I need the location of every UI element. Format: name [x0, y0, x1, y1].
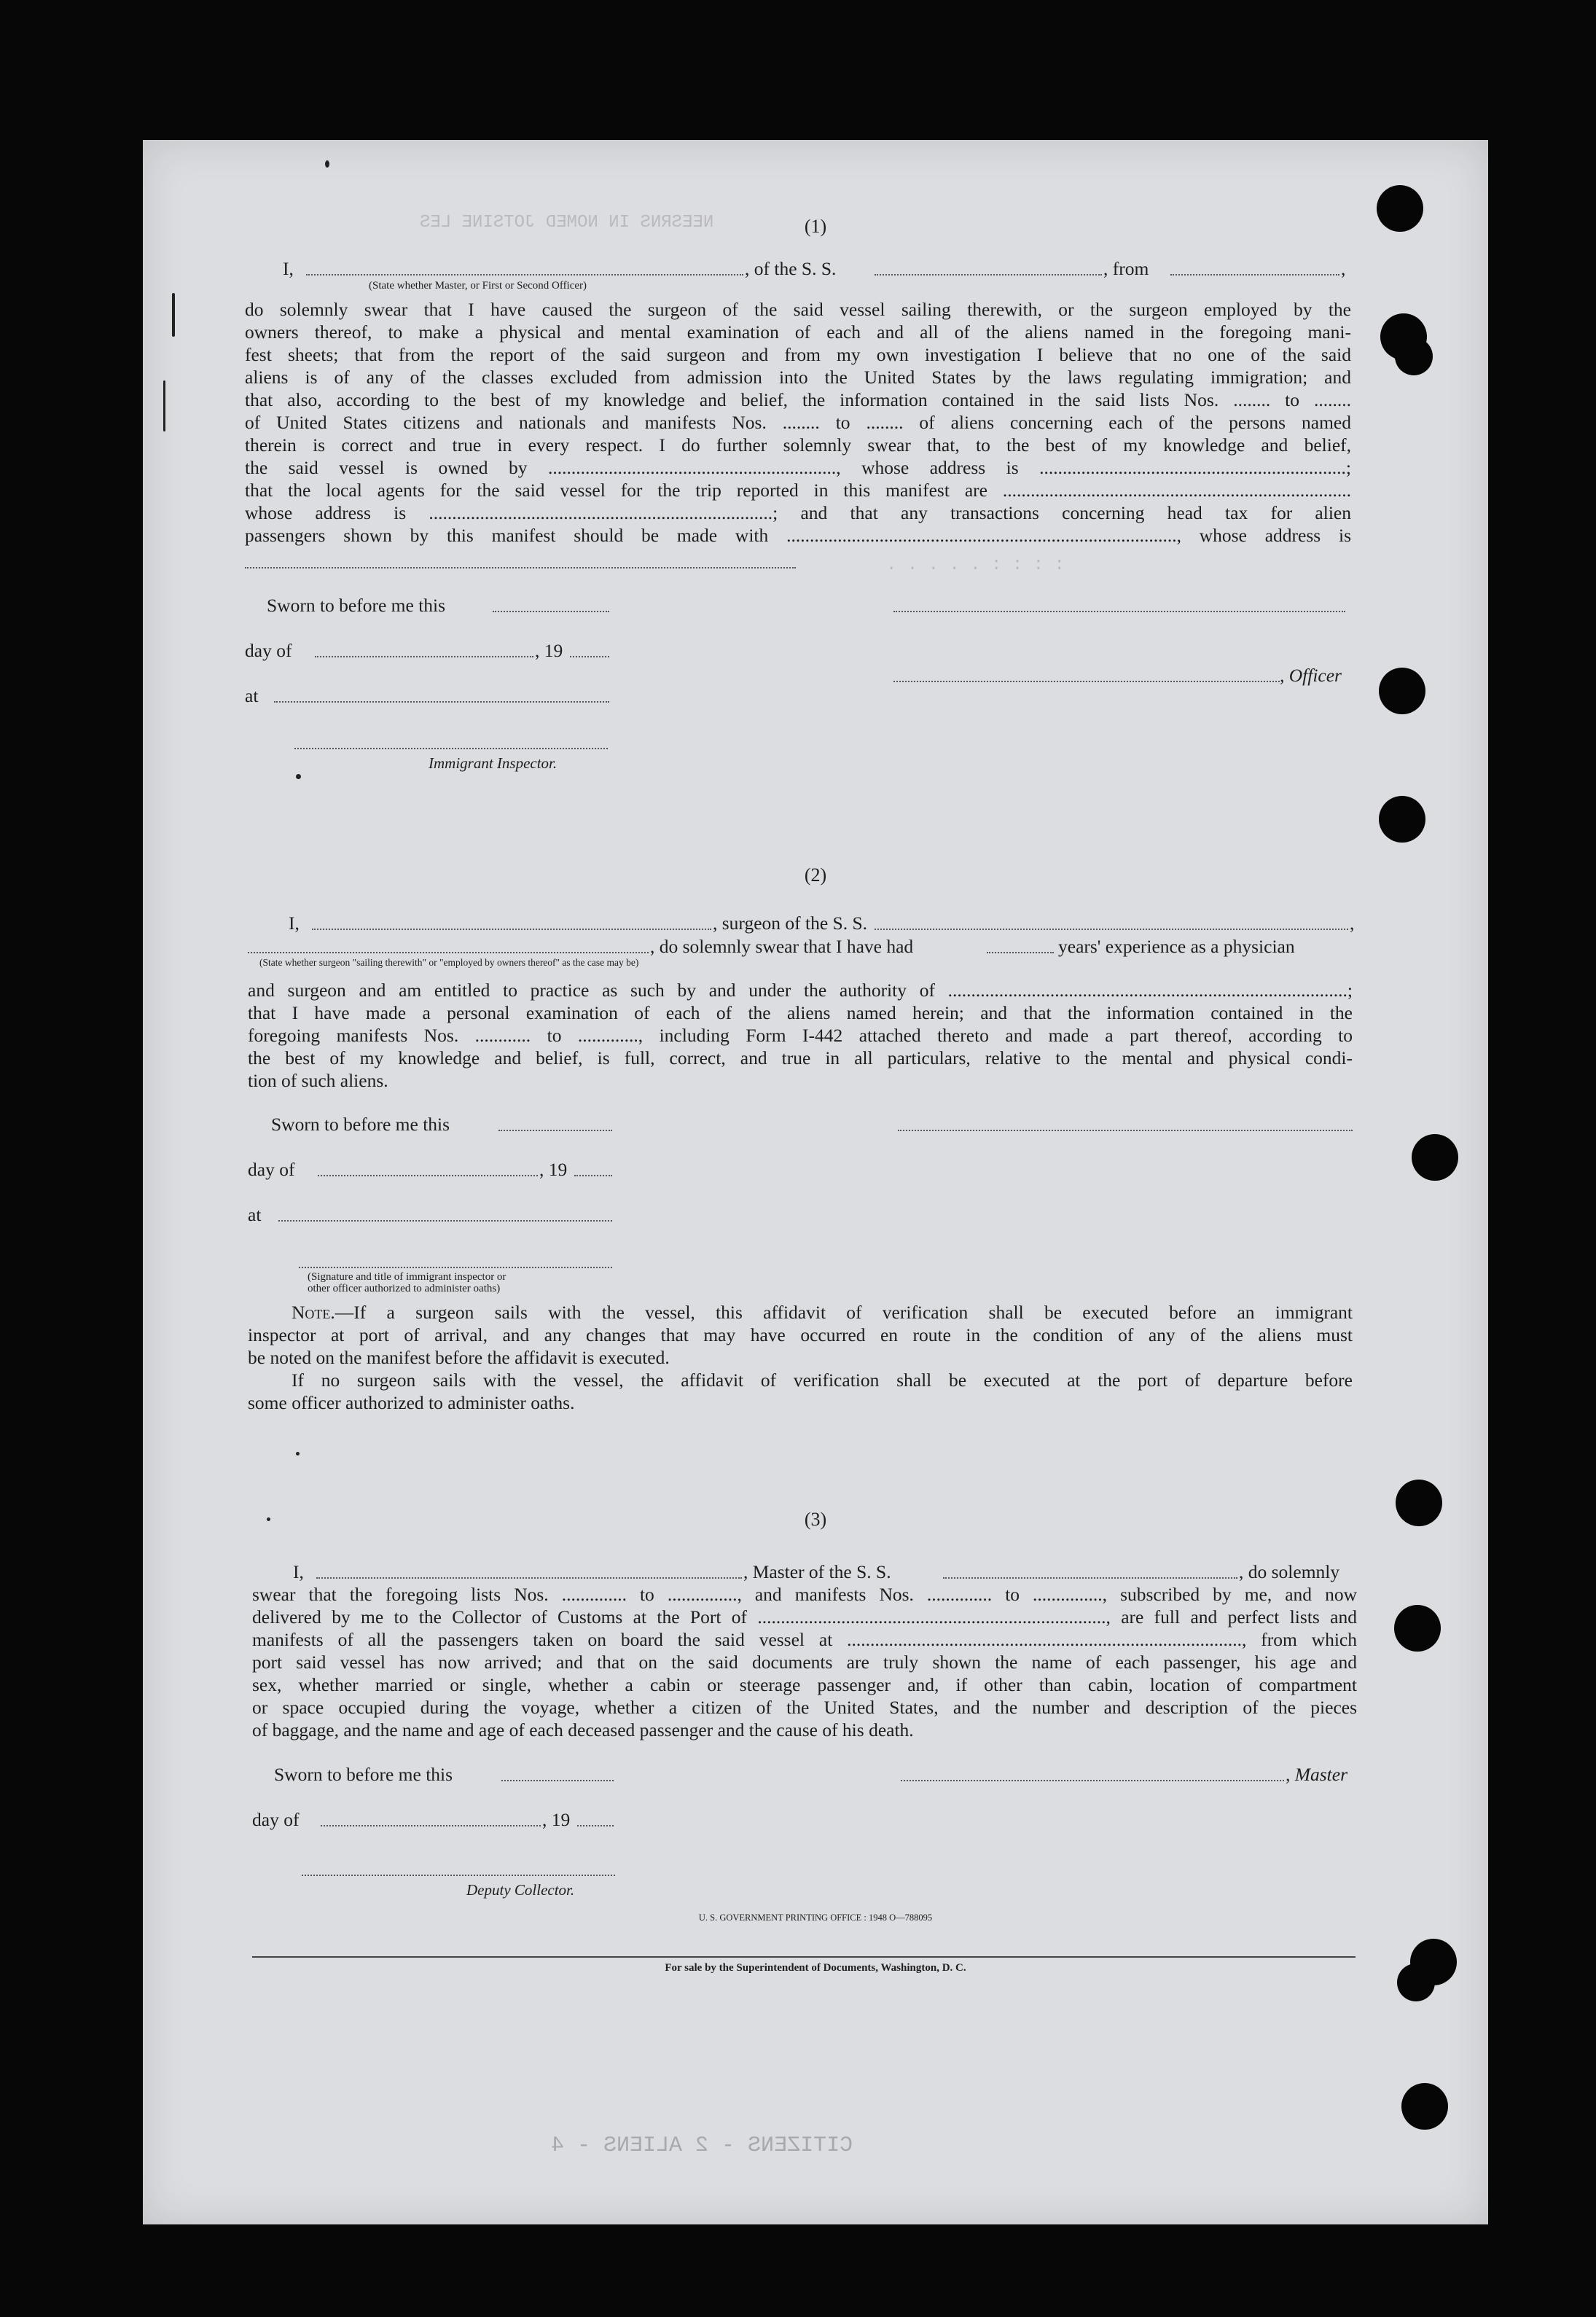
officer-name-line[interactable]	[893, 681, 1280, 682]
master-signature-line[interactable]	[901, 1780, 1284, 1781]
section-2-i: I,	[289, 913, 300, 934]
surgeon-vessel-line[interactable]	[875, 929, 1348, 930]
years-experience-label: years' experience as a physician	[1058, 936, 1295, 957]
section-2-para-line: that I have made a personal examination of each of the aliens named herein; and that the information contained in the	[248, 1002, 1353, 1023]
section-1-para-line: that also, according to the best of my knowledge and belief, the information contained in the said lists Nos. ........ to ........	[245, 389, 1351, 410]
surgeon-signature-line[interactable]	[898, 1130, 1353, 1131]
master-name-line[interactable]	[316, 1577, 742, 1579]
punch-hole	[1377, 185, 1423, 232]
year-line[interactable]	[574, 1175, 612, 1176]
section-1-i: I,	[283, 258, 294, 279]
for-sale-note: For sale by the Superintendent of Documents, Washington, D. C.	[665, 1962, 966, 1974]
at-label: at	[245, 685, 259, 706]
master-label: , Master	[1286, 1764, 1347, 1785]
section-1-para-line: therein is correct and true in every respect. I do further solemnly swear that, to the best of my knowledge and belief,	[245, 434, 1351, 456]
note-last: be noted on the manifest before the affidavit is executed.	[248, 1347, 670, 1368]
scan-speck	[296, 774, 301, 779]
section-1-heading: (1)	[804, 216, 827, 237]
printing-office-imprint: U. S. GOVERNMENT PRINTING OFFICE : 1948 O—788095	[698, 1912, 933, 1923]
section-1-of-ss: , of the S. S.	[745, 258, 837, 279]
section-3-para-line: sex, whether married or single, whether a cabin or steerage passenger and, if other than cabin, location of compartment	[252, 1674, 1357, 1695]
at-place-line[interactable]	[278, 1220, 612, 1222]
manifest-form-page	[143, 140, 1488, 2224]
signature-caption-2: other officer authorized to administer oaths)	[308, 1283, 501, 1294]
comma: ,	[1341, 258, 1346, 279]
section-3-para-line: manifests of all the passengers taken on board the said vessel at ....................................................................................., from which	[252, 1629, 1357, 1650]
day-of-label: day of	[252, 1809, 300, 1830]
section-1-para-line: whose address is ..........................................................................; and that any transactions concerning head tax for alien	[245, 502, 1351, 523]
sworn-date-line[interactable]	[493, 611, 609, 612]
sworn-date-line[interactable]	[501, 1780, 614, 1781]
years-line[interactable]	[987, 952, 1054, 953]
section-1-para-line: that the local agents for the said vessel for the trip reported in this manifest are ...........................................................................	[245, 480, 1351, 501]
bleed-through-text: CITIZENS - 2 ALIENS - 4	[551, 2133, 853, 2158]
comma: ,	[1350, 913, 1355, 934]
section-3-para-line: or space occupied during the voyage, whether a citizen of the United States, and the number and description of the pieces	[252, 1697, 1357, 1718]
inspector-signature-line[interactable]	[299, 1267, 612, 1268]
punch-hole	[1412, 1134, 1458, 1181]
surgeon-of-ss: , surgeon of the S. S.	[713, 913, 868, 934]
signature-caption-1: (Signature and title of immigrant inspector or	[308, 1271, 506, 1283]
section-3-para-last: of baggage, and the name and age of each deceased passenger and the cause of his death.	[252, 1719, 914, 1740]
inspector-signature-line[interactable]	[294, 748, 608, 749]
section-3-para-line: port said vessel has now arrived; and that on the said documents are truly shown the name of each passenger, his age and	[252, 1652, 1357, 1673]
punch-hole	[1401, 2083, 1448, 2130]
vessel-name-line[interactable]	[875, 274, 1102, 276]
bleed-through-text: NEESRNS IN NOMED JOTSINE LES	[420, 213, 714, 233]
section-2-heading: (2)	[804, 864, 827, 886]
section-3-para-line: delivered by me to the Collector of Customs at the Port of ..........................................................................., are full and perfect lists and	[252, 1606, 1357, 1628]
at-place-line[interactable]	[274, 701, 609, 703]
section-2-para-line: and surgeon and am entitled to practice as such by and under the authority of ......................................................................................;	[248, 980, 1353, 1001]
section-1-para-line: of United States citizens and nationals and manifests Nos. ........ to ........ of aliens concerning each of the persons named	[245, 412, 1351, 433]
sworn-label: Sworn to before me this	[274, 1764, 453, 1785]
officer-label: , Officer	[1280, 665, 1342, 686]
address-continuation-line[interactable]	[245, 567, 796, 568]
note2-line: If no surgeon sails with the vessel, the affidavit of verification shall be executed at the port of departure before	[292, 1370, 1353, 1391]
day-of-label: day of	[245, 640, 292, 661]
officer-signature-line[interactable]	[893, 611, 1345, 612]
punch-hole	[1379, 668, 1425, 714]
bleed-through-text: . . . . . : : : :	[886, 555, 1065, 575]
punch-hole	[1379, 796, 1425, 843]
punch-hole	[1394, 1605, 1441, 1652]
do-solemnly: , do solemnly	[1239, 1561, 1340, 1582]
from-port-line[interactable]	[1170, 274, 1339, 276]
section-1-from: , from	[1103, 258, 1149, 279]
inspector-caption: Immigrant Inspector.	[429, 754, 558, 772]
section-2-para-last: tion of such aliens.	[248, 1070, 388, 1091]
master-caption: (State whether Master, or First or Second Officer)	[369, 280, 587, 292]
surgeon-name-line[interactable]	[312, 929, 711, 930]
scan-speck	[296, 1452, 300, 1456]
surgeon-type-line[interactable]	[248, 952, 649, 953]
section-2-para-line: foregoing manifests Nos. ............ to ............., including Form I-442 attached thereto and made a part thereof, according to	[248, 1025, 1353, 1046]
note-text: —If a surgeon sails with the vessel, this affidavit of verification shall be executed before an immigrant	[335, 1302, 1353, 1323]
year-label: , 19	[535, 640, 563, 661]
master-name-line[interactable]	[306, 274, 743, 276]
section-1-para-line: passengers shown by this manifest should be made with ...................................................................................., whose address is	[245, 525, 1351, 546]
year-label: , 19	[539, 1159, 568, 1180]
collector-caption: Deputy Collector.	[466, 1881, 575, 1899]
footer-rule	[252, 1956, 1356, 1958]
vessel-name-line[interactable]	[943, 1577, 1237, 1579]
scan-mark	[172, 293, 175, 337]
punch-hole	[1395, 337, 1433, 375]
surgeon-caption: (State whether surgeon "sailing therewith" or "employed by owners thereof" as the case may be)	[259, 957, 639, 968]
section-1-para-line: aliens is of any of the classes excluded from admission into the United States by the laws regulating immigration; and	[245, 367, 1351, 388]
section-1-para-line: the said vessel is owned by .............................................................., whose address is ..................................................................;	[245, 457, 1351, 478]
section-3-heading: (3)	[804, 1509, 827, 1530]
note-label: Note.	[292, 1302, 335, 1323]
sworn-label: Sworn to before me this	[267, 595, 446, 616]
day-of-line[interactable]	[315, 656, 533, 657]
master-of-ss: , Master of the S. S.	[743, 1561, 891, 1582]
sworn-date-line[interactable]	[498, 1130, 612, 1131]
collector-signature-line[interactable]	[302, 1875, 615, 1876]
at-label: at	[248, 1204, 262, 1225]
day-of-line[interactable]	[321, 1825, 541, 1826]
sworn-label: Sworn to before me this	[271, 1114, 450, 1135]
section-2-para-line: the best of my knowledge and belief, is full, correct, and true in all particulars, relative to the mental and physical condi-	[248, 1047, 1353, 1068]
scan-speck	[267, 1517, 270, 1521]
swear-experience-label: , do solemnly swear that I have had	[650, 936, 914, 957]
section-1-para-line: fest sheets; that from the report of the said surgeon and from my own investigation I believe that no one of the said	[245, 344, 1351, 365]
year-line[interactable]	[577, 1825, 614, 1826]
section-1-para-line: do solemnly swear that I have caused the surgeon of the said vessel sailing therewith, or the surgeon employed by the	[245, 299, 1351, 320]
note2-last: some officer authorized to administer oaths.	[248, 1392, 575, 1413]
punch-hole	[1397, 1964, 1435, 2001]
note-line	[248, 1302, 1353, 1324]
section-3-para-line: swear that the foregoing lists Nos. .............. to ..............., and manifests Nos. .............. to ..............., subscribed by me, and now	[252, 1584, 1357, 1605]
scan-speck	[325, 160, 329, 168]
scan-mark	[163, 380, 165, 431]
day-of-label: day of	[248, 1159, 295, 1180]
year-line[interactable]	[570, 656, 609, 657]
section-3-i: I,	[293, 1561, 304, 1582]
year-label: , 19	[542, 1809, 571, 1830]
punch-hole	[1396, 1480, 1442, 1526]
note-line: inspector at port of arrival, and any changes that may have occurred en route in the condition of any of the aliens must	[248, 1324, 1353, 1345]
day-of-line[interactable]	[318, 1175, 538, 1176]
section-1-para-line: owners thereof, to make a physical and mental examination of each and all of the aliens named in the foregoing mani-	[245, 321, 1351, 343]
